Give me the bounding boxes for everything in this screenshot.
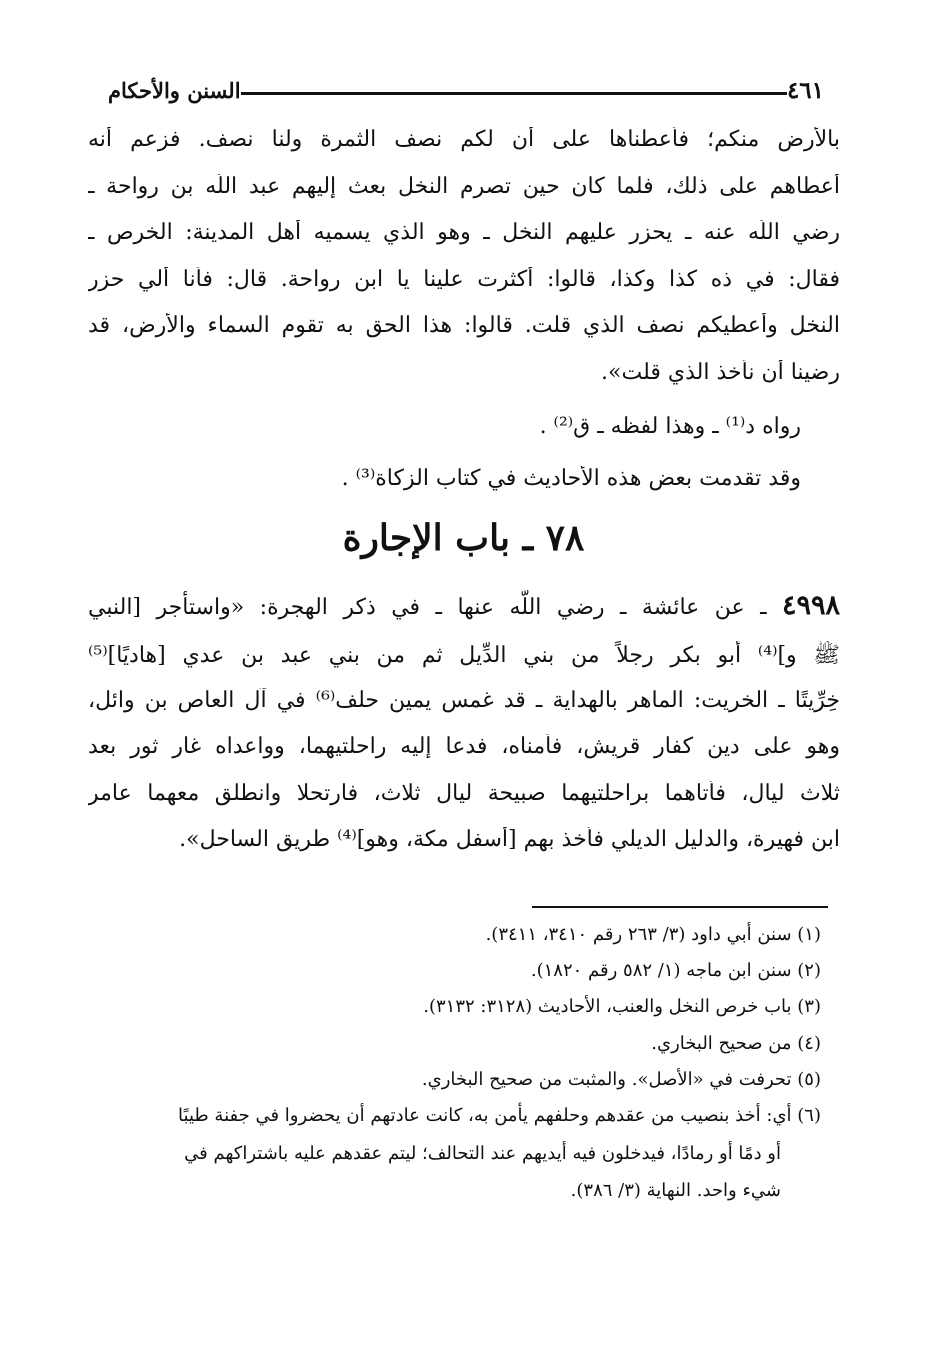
hadith-line: خِرِّيتًا ـ الخريت: الماهر بالهداية ـ قد غمس يمين حلف⁽⁶⁾ في آل العاص بن وائل، [88, 688, 840, 713]
body-line: النخل وأعطيكم نصف الذي قلت. قالوا: هذا الحق به تقوم السماء والأرض، قد [88, 313, 840, 338]
hadith-line: ﷺ و]⁽⁴⁾ أبو بكر رجلاً من بني الدِّيل ثم من بني عبد بن عدي [هاديًا]⁽⁵⁾ [88, 643, 840, 668]
hadith-text: ـ عن عائشة ـ رضي اللّه عنها ـ في ذكر الهجرة: «واستأجر [النبي [88, 595, 782, 620]
header-rule [241, 92, 787, 95]
footnote-6: (٦) أي: أخذ بنصيب من عقدهم وحلفهم يأمن به، كانت عادتهم أن يحضروا في جفنة طيبًا [178, 1105, 821, 1126]
body-line: رضي اللّه عنه ـ يحزر عليهم النخل ـ وهو الذي يسميه أهل المدينة: الخرص ـ [88, 220, 840, 245]
footnote-4: (٤) من صحيح البخاري. [651, 1033, 821, 1054]
body-line: أعطاهم على ذلك، فلما كان حين تصرم النخل بعث إليهم عبد اللّه بن رواحة ـ [88, 174, 840, 199]
footnote-3: (٣) باب خرص النخل والعنب، الأحاديث (٣١٢٨: ٣١٣٢). [423, 996, 821, 1017]
footnote-1: (١) سنن أبي داود (٣/ ٢٦٣ رقم ٣٤١٠، ٣٤١١). [485, 924, 821, 945]
hadith-line: ثلاث ليال، فأتاهما براحلتيهما صبيحة ليال ثلاث، فارتحلا وانطلق معهما عامر [88, 781, 840, 806]
footnote-6-continued: شيء واحد. النهاية (٣/ ٣٨٦). [570, 1180, 781, 1201]
hadith-line: ابن فهيرة، والدليل الديلي فأخذ بهم [أسفل مكة، وهو]⁽⁴⁾ طريق الساحل». [179, 827, 840, 852]
footnote-6-continued: أو دمًا أو رمادًا، فيدخلون فيه أيديهم عند التحالف؛ ليتم عقدهم عليه باشتراكهم في [184, 1143, 781, 1164]
footnote-2: (٢) سنن ابن ماجه (١/ ٥٨٢ رقم ١٨٢٠). [530, 960, 821, 981]
footnote-separator [532, 906, 828, 908]
chapter-heading: ٧٨ ـ باب الإجارة [342, 517, 585, 559]
body-line: فقال: في ذه كذا وكذا، قالوا: أكثرت علينا يا ابن رواحة. قال: فأنا ألي حزر [88, 267, 840, 292]
book-title: السنن والأحكام [108, 77, 241, 103]
body-line: رواه د⁽¹⁾ ـ وهذا لفظه ـ ق⁽²⁾ . [539, 414, 801, 439]
hadith-number: ٤٩٩٨ [781, 590, 840, 621]
body-line: وقد تقدمت بعض هذه الأحاديث في كتاب الزكاة⁽³⁾ . [341, 466, 801, 491]
page-number: ٤٦١ [786, 76, 824, 104]
body-line: رضينا أن نأخذ الذي قلت». [601, 360, 840, 385]
footnote-5: (٥) تحرفت في «الأصل». والمثبت من صحيح البخاري. [421, 1069, 821, 1090]
body-line: بالأرض منكم؛ فأعطناها على أن لكم نصف الثمرة ولنا نصف. فزعم أنه [88, 127, 840, 152]
hadith-line: وهو على دين كفار قريش، فأمناه، فدعا إليه راحلتيهما، وواعداه غار ثور بعد [88, 734, 840, 759]
hadith-first-line [88, 590, 840, 621]
running-header [98, 72, 836, 108]
